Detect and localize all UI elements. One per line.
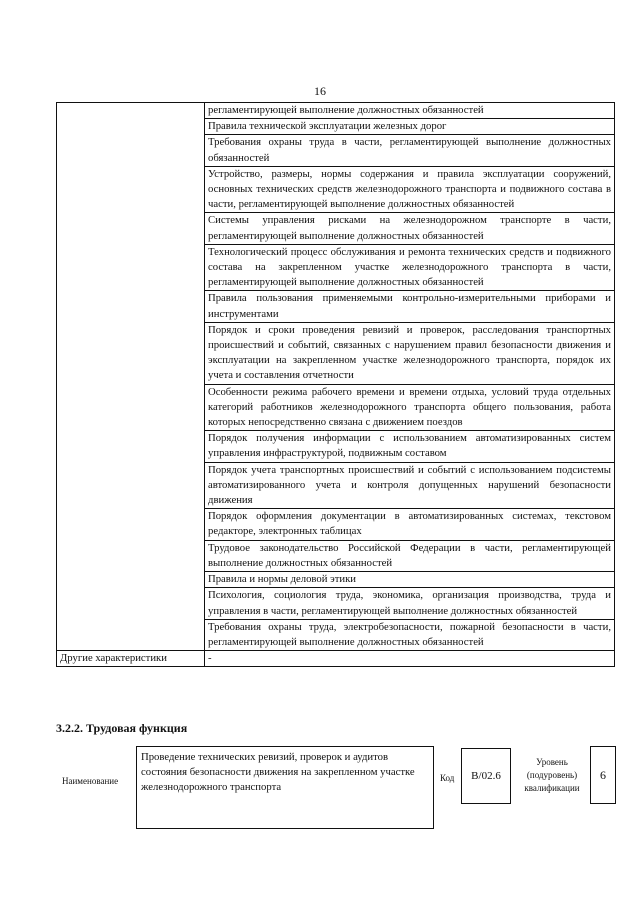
- requirement-cell: Правила технической эксплуатации железных дорог: [205, 119, 615, 135]
- level-label-line-2: (подуровень): [526, 770, 578, 780]
- code-value: B/02.6: [461, 748, 511, 804]
- requirement-cell: Порядок получения информации с использованием автоматизированных систем управления инфраструктурой, подвижным составом: [205, 431, 615, 462]
- table-row-other: [57, 651, 615, 667]
- requirement-cell: Трудовое законодательство Российской Федерации в части, регламентирующей выполнение должностных обязанностей: [205, 540, 615, 571]
- requirement-cell: регламентирующей выполнение должностных обязанностей: [205, 103, 615, 119]
- requirement-cell: Устройство, размеры, нормы содержания и правила эксплуатации сооружений, основных технических средств железнодорожного транспорта и подвижного состава в части, регламентирующей выполнение должностных обязанностей: [205, 166, 615, 213]
- requirement-cell: Технологический процесс обслуживания и ремонта технических средств и подвижного состава на закрепленном участке железнодорожного транспорта в части, регламентирующей выполнение должностных обязанностей: [205, 244, 615, 291]
- code-label: Код: [440, 773, 455, 783]
- requirements-table-body: [57, 103, 615, 667]
- section-title: 3.2.2. Трудовая функция: [56, 721, 188, 735]
- requirement-cell: Порядок оформления документации в автоматизированных системах, текстовом редакторе, электронных таблицах: [205, 509, 615, 540]
- requirements-table: [56, 102, 615, 667]
- requirement-cell: Порядок учета транспортных происшествий и событий с использованием подсистемы автоматизированного учета и контроля допущенных нарушений безопасности движения: [205, 462, 615, 509]
- requirement-cell: Требования охраны труда в части, регламентирующей выполнение должностных обязанностей: [205, 135, 615, 166]
- level-label-line-1: Уровень: [536, 757, 568, 767]
- requirement-cell: Психология, социология труда, экономика, организация производства, труда и управления в части, регламентирующей выполнение должностных обязанностей: [205, 588, 615, 619]
- requirement-cell: Порядок и сроки проведения ревизий и проверок, расследования транспортных происшествий и событий, связанных с нарушением правил безопасности движения и эксплуатации на закрепленном участке железнодорожного транспорта, порядок их учета и составления отчетности: [205, 322, 615, 384]
- level-label-line-3: квалификации: [524, 783, 580, 793]
- requirement-cell: Особенности режима рабочего времени и времени отдыха, условий труда отдельных категорий работников железнодорожного транспорта общего пользования, работа которых непосредственно связана с движением поездов: [205, 384, 615, 431]
- requirement-cell: Правила пользования применяемыми контрольно-измерительными приборами и инструментами: [205, 291, 615, 322]
- labor-function-header: [56, 746, 616, 832]
- name-label: Наименование: [62, 776, 119, 786]
- row-label-cell: [57, 103, 205, 651]
- table-row: [57, 103, 615, 119]
- other-characteristics-label: Другие характеристики: [57, 651, 205, 667]
- requirement-cell: Правила и нормы деловой этики: [205, 572, 615, 588]
- other-characteristics-value: -: [205, 651, 615, 667]
- qualification-level-value: 6: [590, 746, 616, 804]
- name-value: Проведение технических ревизий, проверок и аудитов состояния безопасности движения на закрепленном участке железнодорожного транспорта: [136, 746, 434, 829]
- qualification-level-label: [516, 756, 588, 795]
- page-number: 16: [314, 84, 326, 98]
- requirement-cell: Системы управления рисками на железнодорожном транспорте в части, регламентирующей выполнение должностных обязанностей: [205, 213, 615, 244]
- requirement-cell: Требования охраны труда, электробезопасности, пожарной безопасности в части, регламентирующей выполнение должностных обязанностей: [205, 619, 615, 650]
